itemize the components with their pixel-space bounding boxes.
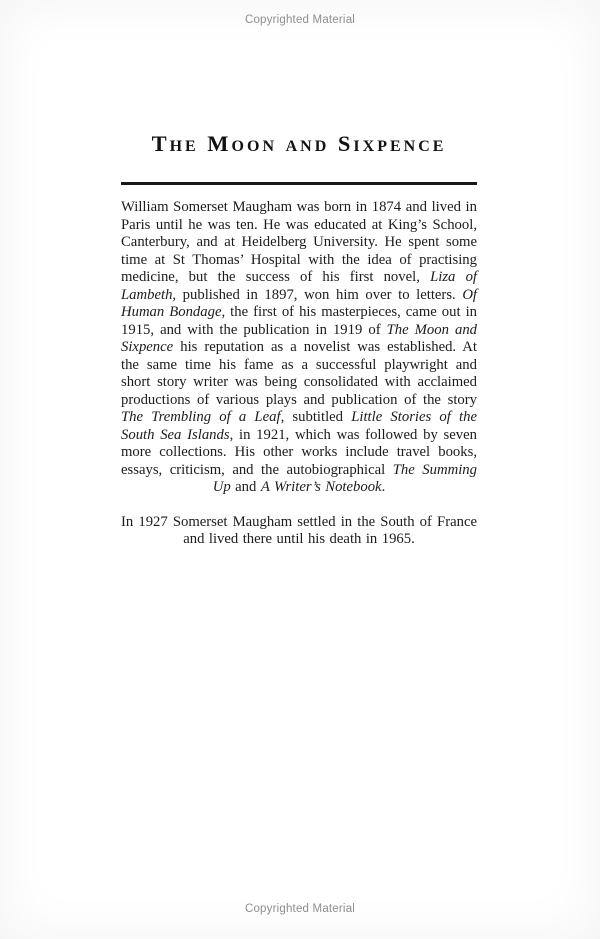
book-title: The Moon and Sixpence <box>151 131 447 156</box>
bio-text-segment: , the first of his masterpieces, came out in 1915, and with the publication in 1919 of <box>121 304 477 338</box>
copyright-notice-bottom: Copyrighted Material <box>244 903 356 915</box>
book-title-mention: Of Human Bondage <box>121 286 477 320</box>
bio-text-segment: . <box>381 479 386 495</box>
book-title-mention: The Moon and Sixpence <box>121 321 478 355</box>
settlement-note-paragraph: In 1927 Somerset Maugham settled in the South of France and lived there until his death in 1965. <box>121 513 477 548</box>
book-title-mention: The Trembling of a Leaf <box>121 409 281 425</box>
bio-text-segment: William Somerset Maugham was born in 1874 and lived in Paris until he was ten. He was educated at King’s School, Canterbury, and at Heidelberg University. He spent some time at St Thomas’ Hospital with the idea of practising medicine, but the success of his first novel, <box>121 199 477 285</box>
book-title-mention: A Writer’s Notebook <box>260 479 382 495</box>
title-rule <box>121 182 477 185</box>
page-content <box>121 0 477 549</box>
bio-text-segment: and <box>230 479 261 495</box>
copyright-notice-top: Copyrighted Material <box>244 14 356 26</box>
book-title-mention: Little Stories of the South Sea Islands <box>121 409 477 443</box>
book-title-mention: Liza of Lambeth <box>121 269 477 303</box>
book-title-mention: The Summing Up <box>212 461 477 495</box>
bio-text-segment: , published in 1897, won him over to letters. <box>172 286 463 303</box>
bio-text-segment: , in 1921, which was followed by seven more collections. His other works include travel books, essays, criticism, and the autobiographical <box>121 426 477 478</box>
author-bio-paragraph <box>121 199 477 497</box>
bio-text-segment: , subtitled <box>280 409 352 425</box>
bio-text-segment: his reputation as a novelist was established. At the same time his fame as a successful playwright and short story writer was being consolidated with acclaimed productions of various plays and publication of the story <box>121 339 477 408</box>
